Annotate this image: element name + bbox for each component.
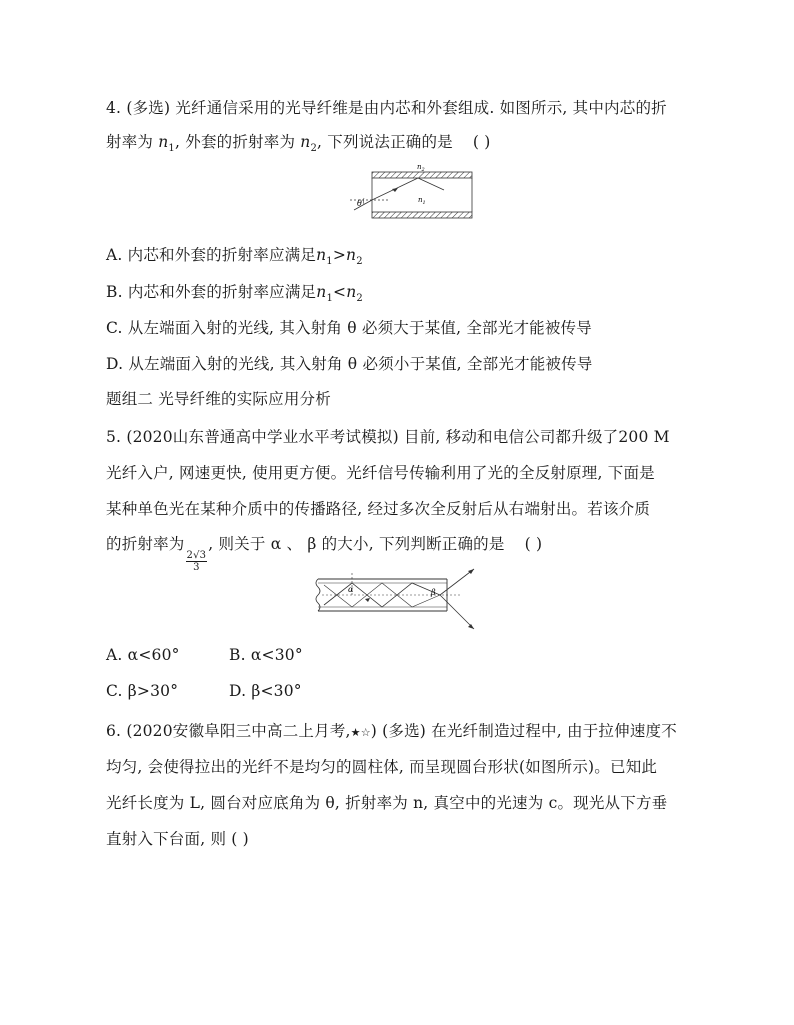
- answer-blank: ( ): [524, 535, 543, 553]
- cladding-bottom: [372, 212, 472, 218]
- q4-option-b: [106, 280, 363, 304]
- q4-text: 射率为: [106, 133, 159, 151]
- section-title: 题组二 光导纤维的实际应用分析: [106, 390, 331, 408]
- q4-option-a: [106, 243, 363, 267]
- q4-stem-line-1: 4. (多选) 光纤通信采用的光导纤维是由内芯和外套组成. 如图所示, 其中内芯的折: [106, 99, 667, 117]
- q4-fiber-figure: [340, 160, 480, 230]
- refractive-index-fraction: [186, 550, 208, 573]
- subscript: 1: [326, 256, 333, 268]
- relation: >: [332, 246, 346, 264]
- q6-text: ) (多选) 在光纤制造过程中, 由于拉伸速度不: [370, 722, 677, 740]
- q5-stem-line-3: 某种单色光在某种介质中的传播路径, 经过多次全反射后从右端射出。若该介质: [106, 500, 651, 518]
- q5-stem-line-1: 5. (2020山东普通高中学业水平考试模拟) 目前, 移动和电信公司都升级了200 M: [106, 428, 670, 446]
- q5-text: 的折射率为: [106, 535, 185, 553]
- n-symbol: n: [346, 283, 357, 301]
- q6-stem-line-1: [106, 719, 677, 741]
- q5-text: , 则关于 α 、 β 的大小, 下列判断正确的是: [208, 535, 505, 553]
- q6-text: 6. (2020安徽阜阳三中高二上月考,: [106, 722, 351, 740]
- n-symbol: n: [316, 283, 327, 301]
- q5-option-d: D. β<30°: [229, 682, 302, 700]
- q4-option-c: C. 从左端面入射的光线, 其入射角 θ 必须大于某值, 全部光才能被传导: [106, 319, 592, 337]
- q4-text: , 外套的折射率为: [174, 133, 301, 151]
- q6-stem-line-4: 直射入下台面, 则 ( ): [106, 830, 249, 848]
- fraction-numerator: 2√3: [186, 550, 207, 561]
- difficulty-star-icon: ★☆: [350, 726, 371, 739]
- answer-blank: ( ): [472, 133, 491, 151]
- q4-stem-line-2: [106, 130, 491, 154]
- subscript: 2: [356, 293, 363, 305]
- q5-option-b: B. α<30°: [229, 646, 303, 664]
- q6-stem-line-3: 光纤长度为 L, 圆台对应底角为 θ, 折射率为 n, 真空中的光速为 c。现光从下方垂: [106, 794, 668, 812]
- subscript: 2: [356, 256, 363, 268]
- q6-stem-line-2: 均匀, 会使得拉出的光纤不是均匀的圆柱体, 而呈现圆台形状(如图所示)。已知此: [106, 758, 658, 776]
- subscript: 1: [326, 293, 333, 305]
- n-symbol: n: [300, 133, 311, 151]
- n-symbol: n: [158, 133, 169, 151]
- reflected-ray: [418, 178, 444, 190]
- q4-text: , 下列说法正确的是: [317, 133, 453, 151]
- n1-label: $n_1$: [418, 196, 426, 206]
- option-text: A. 内芯和外套的折射率应满足: [106, 246, 317, 264]
- subscript: 2: [310, 143, 318, 155]
- q5-options-row-2: [106, 682, 302, 700]
- n-symbol: n: [316, 246, 327, 264]
- beta-label: β: [431, 588, 436, 597]
- q5-options-row-1: [106, 646, 303, 664]
- q5-stem-line-2: 光纤入户, 网速更快, 使用更方便。光纤信号传输利用了光的全反射原理, 下面是: [106, 464, 655, 482]
- q5-option-a: A. α<60°: [106, 646, 180, 664]
- relation: <: [333, 283, 347, 301]
- option-text: B. 内芯和外套的折射率应满足: [106, 283, 317, 301]
- q5-fiber-figure: [312, 565, 482, 635]
- q5-option-c: C. β>30°: [106, 682, 179, 700]
- exit-ray-down: [440, 595, 474, 629]
- subscript: 1: [168, 143, 175, 155]
- exit-ray-up: [440, 569, 474, 595]
- n-symbol: n: [346, 246, 357, 264]
- fraction-denominator: 3: [193, 562, 200, 573]
- n2-label: $n_2$: [417, 163, 425, 173]
- theta-label: θ: [357, 199, 362, 208]
- q4-option-d: D. 从左端面入射的光线, 其入射角 θ 必须小于某值, 全部光才能被传导: [106, 355, 593, 373]
- alpha-label: α: [348, 585, 354, 594]
